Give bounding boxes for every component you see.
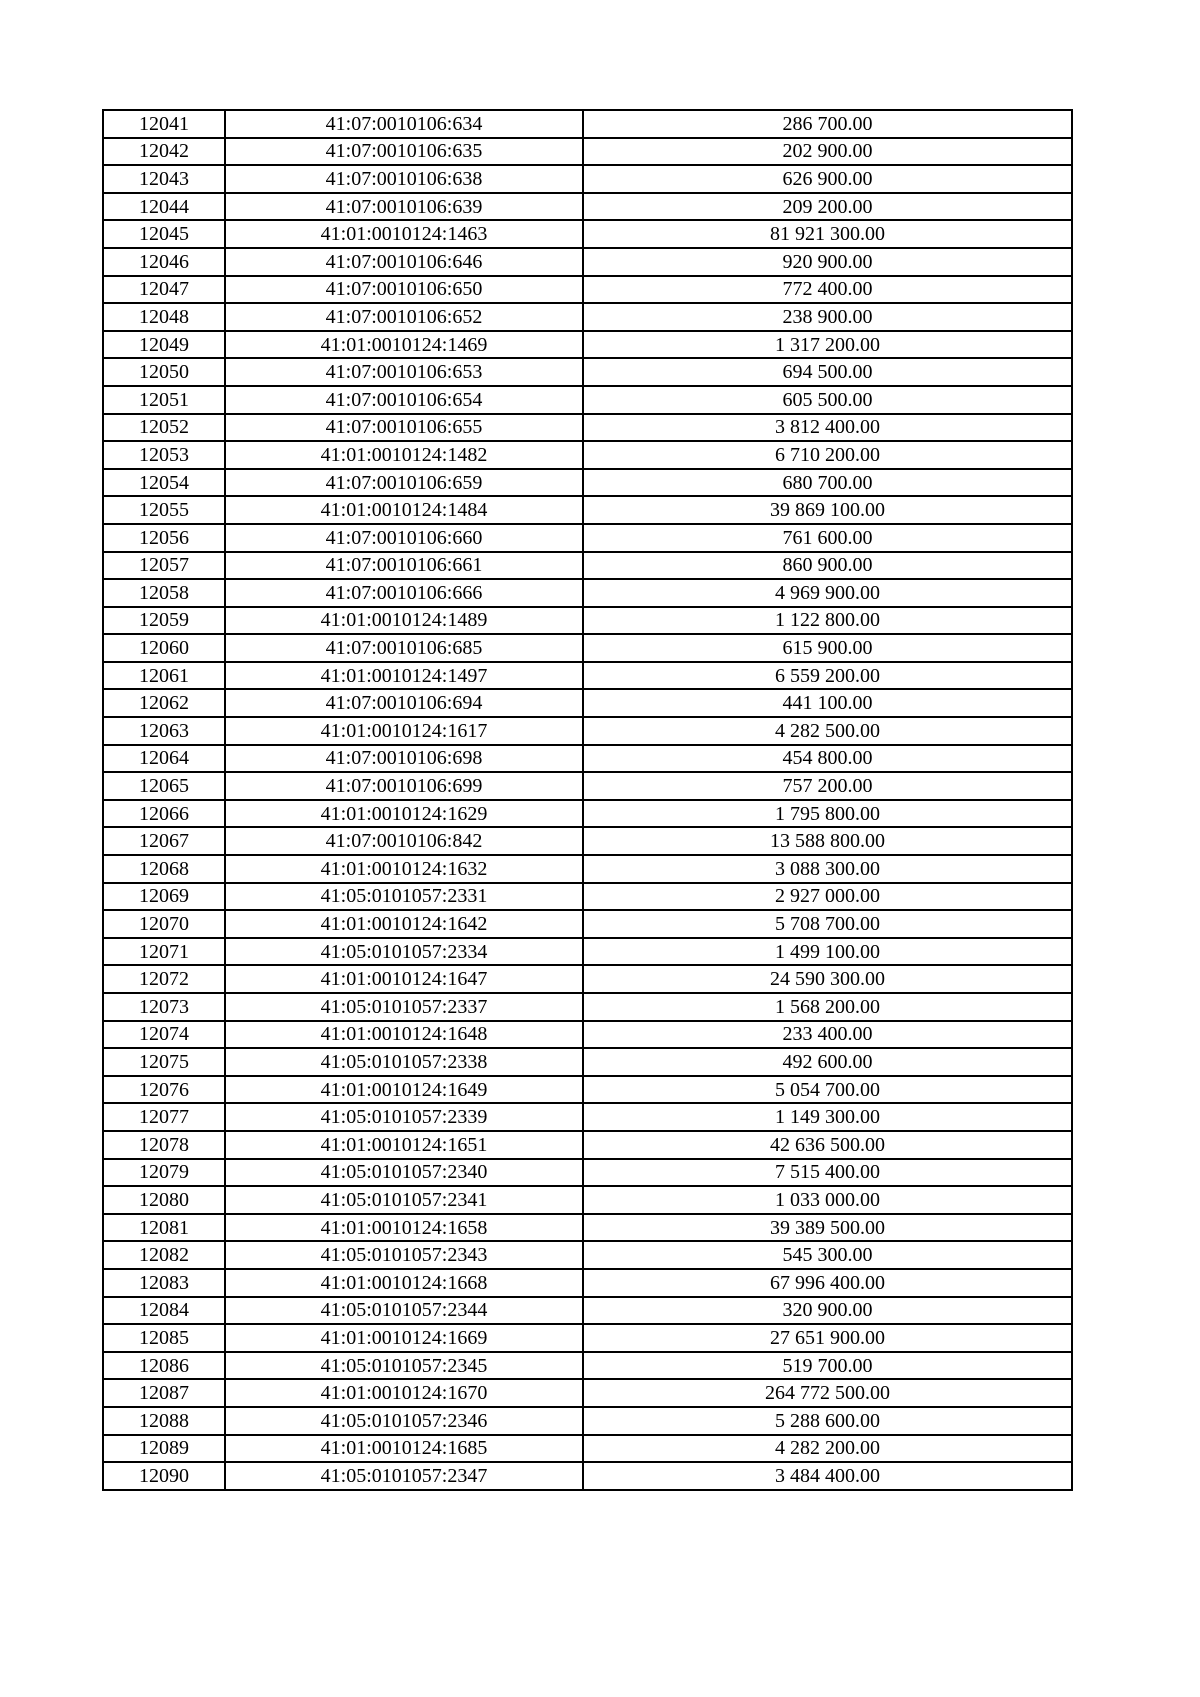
table-row (103, 1241, 1072, 1269)
cadastral-value-cell: 615 900.00 (583, 634, 1072, 662)
row-number-cell: 12055 (103, 496, 225, 524)
cadastral-value-cell: 39 389 500.00 (583, 1214, 1072, 1242)
row-number-cell: 12089 (103, 1435, 225, 1463)
cadastral-number-cell: 41:05:0101057:2344 (225, 1297, 583, 1325)
table-row (103, 1021, 1072, 1049)
table-row (103, 331, 1072, 359)
table-row (103, 1297, 1072, 1325)
row-number-cell: 12041 (103, 110, 225, 138)
table-row (103, 772, 1072, 800)
cadastral-value-cell: 757 200.00 (583, 772, 1072, 800)
table-row (103, 193, 1072, 221)
cadastral-number-cell: 41:07:0010106:654 (225, 386, 583, 414)
cadastral-number-cell: 41:07:0010106:661 (225, 552, 583, 580)
row-number-cell: 12057 (103, 552, 225, 580)
table-row (103, 1131, 1072, 1159)
row-number-cell: 12049 (103, 331, 225, 359)
table-row (103, 1269, 1072, 1297)
cadastral-number-cell: 41:01:0010124:1648 (225, 1021, 583, 1049)
table-row (103, 579, 1072, 607)
cadastral-value-cell: 761 600.00 (583, 524, 1072, 552)
cadastral-value-cell: 42 636 500.00 (583, 1131, 1072, 1159)
cadastral-number-cell: 41:07:0010106:842 (225, 827, 583, 855)
cadastral-number-cell: 41:07:0010106:646 (225, 248, 583, 276)
row-number-cell: 12077 (103, 1103, 225, 1131)
cadastral-number-cell: 41:07:0010106:666 (225, 579, 583, 607)
row-number-cell: 12090 (103, 1462, 225, 1490)
cadastral-number-cell: 41:01:0010124:1670 (225, 1379, 583, 1407)
cadastral-value-cell: 320 900.00 (583, 1297, 1072, 1325)
row-number-cell: 12072 (103, 965, 225, 993)
table-row (103, 607, 1072, 635)
cadastral-value-cell: 860 900.00 (583, 552, 1072, 580)
table-row (103, 1435, 1072, 1463)
table-row (103, 524, 1072, 552)
row-number-cell: 12079 (103, 1159, 225, 1187)
cadastral-number-cell: 41:07:0010106:660 (225, 524, 583, 552)
cadastral-value-cell: 5 288 600.00 (583, 1407, 1072, 1435)
row-number-cell: 12082 (103, 1241, 225, 1269)
cadastral-number-cell: 41:05:0101057:2338 (225, 1048, 583, 1076)
row-number-cell: 12058 (103, 579, 225, 607)
cadastral-value-cell: 1 122 800.00 (583, 607, 1072, 635)
cadastral-value-cell: 5 708 700.00 (583, 910, 1072, 938)
table-body (103, 110, 1072, 1490)
row-number-cell: 12075 (103, 1048, 225, 1076)
cadastral-number-cell: 41:01:0010124:1647 (225, 965, 583, 993)
row-number-cell: 12074 (103, 1021, 225, 1049)
row-number-cell: 12048 (103, 303, 225, 331)
table-row (103, 469, 1072, 497)
row-number-cell: 12066 (103, 800, 225, 828)
cadastral-number-cell: 41:01:0010124:1489 (225, 607, 583, 635)
table-row (103, 110, 1072, 138)
cadastral-number-cell: 41:07:0010106:634 (225, 110, 583, 138)
table-row (103, 496, 1072, 524)
cadastral-value-cell: 519 700.00 (583, 1352, 1072, 1380)
cadastral-number-cell: 41:05:0101057:2334 (225, 938, 583, 966)
row-number-cell: 12084 (103, 1297, 225, 1325)
row-number-cell: 12067 (103, 827, 225, 855)
table-row (103, 689, 1072, 717)
cadastral-value-cell: 209 200.00 (583, 193, 1072, 221)
cadastral-number-cell: 41:05:0101057:2331 (225, 883, 583, 911)
row-number-cell: 12042 (103, 138, 225, 166)
row-number-cell: 12070 (103, 910, 225, 938)
table-row (103, 441, 1072, 469)
row-number-cell: 12051 (103, 386, 225, 414)
cadastral-number-cell: 41:01:0010124:1463 (225, 220, 583, 248)
table-row (103, 303, 1072, 331)
cadastral-value-cell: 1 317 200.00 (583, 331, 1072, 359)
table-row (103, 1324, 1072, 1352)
cadastral-number-cell: 41:05:0101057:2345 (225, 1352, 583, 1380)
row-number-cell: 12076 (103, 1076, 225, 1104)
row-number-cell: 12056 (103, 524, 225, 552)
table-row (103, 1379, 1072, 1407)
cadastral-value-cell: 6 710 200.00 (583, 441, 1072, 469)
cadastral-number-cell: 41:01:0010124:1484 (225, 496, 583, 524)
table-row (103, 883, 1072, 911)
row-number-cell: 12063 (103, 717, 225, 745)
cadastral-number-cell: 41:01:0010124:1469 (225, 331, 583, 359)
cadastral-value-cell: 680 700.00 (583, 469, 1072, 497)
cadastral-number-cell: 41:07:0010106:652 (225, 303, 583, 331)
cadastral-value-cell: 81 921 300.00 (583, 220, 1072, 248)
row-number-cell: 12068 (103, 855, 225, 883)
table-row (103, 1103, 1072, 1131)
cadastral-value-cell: 6 559 200.00 (583, 662, 1072, 690)
cadastral-number-cell: 41:01:0010124:1649 (225, 1076, 583, 1104)
row-number-cell: 12045 (103, 220, 225, 248)
cadastral-value-cell: 1 149 300.00 (583, 1103, 1072, 1131)
row-number-cell: 12061 (103, 662, 225, 690)
table-row (103, 855, 1072, 883)
cadastral-value-cell: 694 500.00 (583, 358, 1072, 386)
cadastral-value-cell: 27 651 900.00 (583, 1324, 1072, 1352)
cadastral-number-cell: 41:07:0010106:639 (225, 193, 583, 221)
table-row (103, 1214, 1072, 1242)
row-number-cell: 12046 (103, 248, 225, 276)
table-row (103, 552, 1072, 580)
row-number-cell: 12052 (103, 414, 225, 442)
table-row (103, 993, 1072, 1021)
cadastral-value-cell: 545 300.00 (583, 1241, 1072, 1269)
row-number-cell: 12043 (103, 165, 225, 193)
cadastral-value-table (102, 109, 1073, 1491)
cadastral-number-cell: 41:07:0010106:685 (225, 634, 583, 662)
cadastral-value-cell: 1 033 000.00 (583, 1186, 1072, 1214)
cadastral-number-cell: 41:07:0010106:659 (225, 469, 583, 497)
cadastral-value-cell: 920 900.00 (583, 248, 1072, 276)
row-number-cell: 12078 (103, 1131, 225, 1159)
row-number-cell: 12083 (103, 1269, 225, 1297)
cadastral-value-cell: 238 900.00 (583, 303, 1072, 331)
cadastral-number-cell: 41:05:0101057:2340 (225, 1159, 583, 1187)
cadastral-number-cell: 41:07:0010106:698 (225, 745, 583, 773)
table-row (103, 1462, 1072, 1490)
cadastral-number-cell: 41:07:0010106:638 (225, 165, 583, 193)
table-row (103, 220, 1072, 248)
cadastral-value-cell: 1 499 100.00 (583, 938, 1072, 966)
row-number-cell: 12085 (103, 1324, 225, 1352)
cadastral-number-cell: 41:01:0010124:1632 (225, 855, 583, 883)
cadastral-number-cell: 41:05:0101057:2339 (225, 1103, 583, 1131)
cadastral-number-cell: 41:07:0010106:699 (225, 772, 583, 800)
table-row (103, 717, 1072, 745)
cadastral-value-cell: 441 100.00 (583, 689, 1072, 717)
row-number-cell: 12086 (103, 1352, 225, 1380)
table-row (103, 248, 1072, 276)
row-number-cell: 12059 (103, 607, 225, 635)
cadastral-value-cell: 4 282 500.00 (583, 717, 1072, 745)
cadastral-number-cell: 41:01:0010124:1668 (225, 1269, 583, 1297)
cadastral-value-cell: 626 900.00 (583, 165, 1072, 193)
cadastral-value-cell: 264 772 500.00 (583, 1379, 1072, 1407)
table-row (103, 165, 1072, 193)
row-number-cell: 12054 (103, 469, 225, 497)
cadastral-number-cell: 41:01:0010124:1651 (225, 1131, 583, 1159)
cadastral-number-cell: 41:01:0010124:1617 (225, 717, 583, 745)
cadastral-value-cell: 67 996 400.00 (583, 1269, 1072, 1297)
row-number-cell: 12071 (103, 938, 225, 966)
cadastral-value-cell: 1 568 200.00 (583, 993, 1072, 1021)
row-number-cell: 12069 (103, 883, 225, 911)
cadastral-number-cell: 41:01:0010124:1497 (225, 662, 583, 690)
row-number-cell: 12062 (103, 689, 225, 717)
table-row (103, 276, 1072, 304)
cadastral-value-cell: 7 515 400.00 (583, 1159, 1072, 1187)
cadastral-number-cell: 41:07:0010106:655 (225, 414, 583, 442)
row-number-cell: 12081 (103, 1214, 225, 1242)
table-row (103, 745, 1072, 773)
cadastral-number-cell: 41:07:0010106:635 (225, 138, 583, 166)
table-row (103, 910, 1072, 938)
cadastral-value-cell: 492 600.00 (583, 1048, 1072, 1076)
cadastral-value-cell: 4 969 900.00 (583, 579, 1072, 607)
row-number-cell: 12087 (103, 1379, 225, 1407)
table-row (103, 634, 1072, 662)
cadastral-value-cell: 772 400.00 (583, 276, 1072, 304)
cadastral-number-cell: 41:07:0010106:650 (225, 276, 583, 304)
cadastral-value-cell: 4 282 200.00 (583, 1435, 1072, 1463)
table-row (103, 1076, 1072, 1104)
cadastral-value-cell: 605 500.00 (583, 386, 1072, 414)
cadastral-value-cell: 24 590 300.00 (583, 965, 1072, 993)
table-row (103, 800, 1072, 828)
cadastral-number-cell: 41:07:0010106:653 (225, 358, 583, 386)
cadastral-number-cell: 41:05:0101057:2346 (225, 1407, 583, 1435)
row-number-cell: 12047 (103, 276, 225, 304)
row-number-cell: 12088 (103, 1407, 225, 1435)
table-row (103, 827, 1072, 855)
cadastral-value-cell: 454 800.00 (583, 745, 1072, 773)
cadastral-value-cell: 3 812 400.00 (583, 414, 1072, 442)
table-row (103, 1186, 1072, 1214)
cadastral-number-cell: 41:05:0101057:2341 (225, 1186, 583, 1214)
cadastral-number-cell: 41:01:0010124:1482 (225, 441, 583, 469)
cadastral-number-cell: 41:01:0010124:1642 (225, 910, 583, 938)
cadastral-number-cell: 41:01:0010124:1669 (225, 1324, 583, 1352)
table-row (103, 662, 1072, 690)
cadastral-value-cell: 202 900.00 (583, 138, 1072, 166)
cadastral-value-cell: 3 484 400.00 (583, 1462, 1072, 1490)
row-number-cell: 12073 (103, 993, 225, 1021)
cadastral-number-cell: 41:05:0101057:2343 (225, 1241, 583, 1269)
cadastral-number-cell: 41:05:0101057:2337 (225, 993, 583, 1021)
table-row (103, 414, 1072, 442)
cadastral-value-cell: 39 869 100.00 (583, 496, 1072, 524)
cadastral-number-cell: 41:05:0101057:2347 (225, 1462, 583, 1490)
cadastral-number-cell: 41:07:0010106:694 (225, 689, 583, 717)
cadastral-value-cell: 286 700.00 (583, 110, 1072, 138)
row-number-cell: 12060 (103, 634, 225, 662)
table-row (103, 386, 1072, 414)
table-row (103, 1159, 1072, 1187)
row-number-cell: 12050 (103, 358, 225, 386)
cadastral-number-cell: 41:01:0010124:1658 (225, 1214, 583, 1242)
row-number-cell: 12080 (103, 1186, 225, 1214)
table-row (103, 938, 1072, 966)
table-row (103, 1352, 1072, 1380)
cadastral-value-cell: 5 054 700.00 (583, 1076, 1072, 1104)
cadastral-number-cell: 41:01:0010124:1629 (225, 800, 583, 828)
cadastral-value-cell: 233 400.00 (583, 1021, 1072, 1049)
cadastral-value-cell: 2 927 000.00 (583, 883, 1072, 911)
row-number-cell: 12044 (103, 193, 225, 221)
cadastral-value-cell: 1 795 800.00 (583, 800, 1072, 828)
table-row (103, 1407, 1072, 1435)
row-number-cell: 12064 (103, 745, 225, 773)
table-row (103, 1048, 1072, 1076)
table-row (103, 138, 1072, 166)
row-number-cell: 12053 (103, 441, 225, 469)
row-number-cell: 12065 (103, 772, 225, 800)
cadastral-value-cell: 3 088 300.00 (583, 855, 1072, 883)
table-row (103, 358, 1072, 386)
table-row (103, 965, 1072, 993)
cadastral-value-cell: 13 588 800.00 (583, 827, 1072, 855)
cadastral-number-cell: 41:01:0010124:1685 (225, 1435, 583, 1463)
